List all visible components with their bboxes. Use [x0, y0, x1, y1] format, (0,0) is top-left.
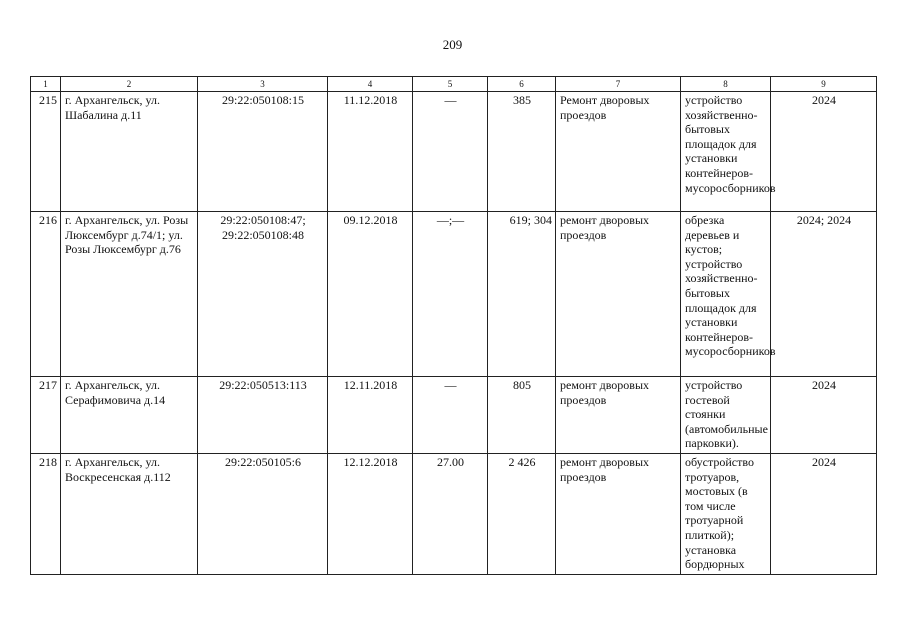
header-cell: 2 [61, 77, 198, 92]
table-row [31, 212, 877, 377]
header-cell: 7 [556, 77, 681, 92]
detail-cell: обустройство тротуаров, мостовых (в том числе тротуарной плиткой); установка бордюрных [681, 453, 771, 574]
address-cell: г. Архангельск, ул. Шабалина д.11 [61, 92, 198, 212]
area-cell: 385 [488, 92, 556, 212]
year-cell: 2024 [771, 377, 877, 454]
year-cell: 2024 [771, 453, 877, 574]
area-cell: 2 426 [488, 453, 556, 574]
work-cell: Ремонт дворовых проездов [556, 92, 681, 212]
table-row [31, 92, 877, 212]
date-cell: 09.12.2018 [328, 212, 413, 377]
date-cell: 12.12.2018 [328, 453, 413, 574]
row-number: 217 [31, 377, 61, 454]
col5-cell: — [413, 92, 488, 212]
year-cell: 2024 [771, 92, 877, 212]
date-cell: 11.12.2018 [328, 92, 413, 212]
header-cell: 8 [681, 77, 771, 92]
col5-cell: 27.00 [413, 453, 488, 574]
table-row [31, 453, 877, 574]
work-cell: ремонт дворовых проездов [556, 377, 681, 454]
cadastral-cell: 29:22:050513:113 [198, 377, 328, 454]
area-cell: 619; 304 [488, 212, 556, 377]
col5-cell: — [413, 377, 488, 454]
header-cell: 6 [488, 77, 556, 92]
table-header-row [31, 77, 877, 92]
area-cell: 805 [488, 377, 556, 454]
header-cell: 4 [328, 77, 413, 92]
date-cell: 12.11.2018 [328, 377, 413, 454]
row-number: 215 [31, 92, 61, 212]
row-number: 216 [31, 212, 61, 377]
cadastral-cell: 29:22:050108:47; 29:22:050108:48 [198, 212, 328, 377]
header-cell: 5 [413, 77, 488, 92]
header-cell: 1 [31, 77, 61, 92]
address-cell: г. Архангельск, ул. Серафимовича д.14 [61, 377, 198, 454]
address-cell: г. Архангельск, ул. Воскресенская д.112 [61, 453, 198, 574]
detail-cell: устройство хозяйственно-бытовых площадок для установки контейнеров-мусоросборников [681, 92, 771, 212]
year-cell: 2024; 2024 [771, 212, 877, 377]
work-cell: ремонт дворовых проездов [556, 212, 681, 377]
data-table [30, 76, 877, 575]
header-cell: 9 [771, 77, 877, 92]
detail-cell: обрезка деревьев и кустов; устройство хозяйственно-бытовых площадок для установки контейнеров-мусоросборников [681, 212, 771, 377]
col5-cell: —;— [413, 212, 488, 377]
work-cell: ремонт дворовых проездов [556, 453, 681, 574]
row-number: 218 [31, 453, 61, 574]
table-row [31, 377, 877, 454]
address-cell: г. Архангельск, ул. Розы Люксембург д.74/1; ул. Розы Люксембург д.76 [61, 212, 198, 377]
cadastral-cell: 29:22:050108:15 [198, 92, 328, 212]
detail-cell: устройство гостевой стоянки (автомобильные парковки). [681, 377, 771, 454]
cadastral-cell: 29:22:050105:6 [198, 453, 328, 574]
header-cell: 3 [198, 77, 328, 92]
page-number: 209 [442, 37, 463, 52]
